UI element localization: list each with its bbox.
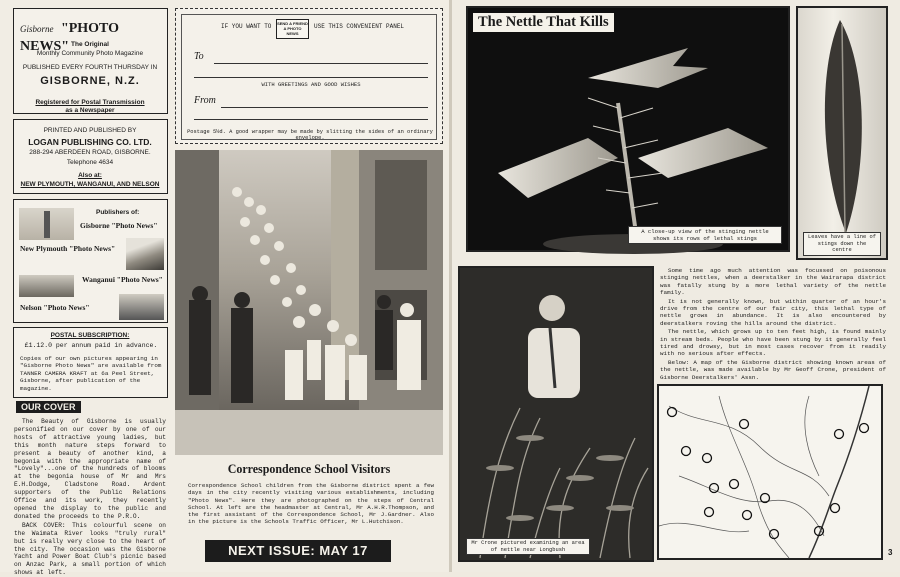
masthead-city: GISBORNE, N.Z. [40,75,140,87]
nettle-closeup-photo [466,6,790,252]
mountain-image [126,238,164,270]
nettle-closeup-illustration [468,8,788,250]
correspondence-headline: Correspondence School Visitors [227,461,391,476]
pub-item-wanganui: Wanganui "Photo News" [82,275,163,284]
nettle-p2: It is not generally known, but within quarter of an hour's drive from the centre of our fair city, this lethal type of nettle grows in abundance. It is also encountered by deerstalkers roving the hills around the district. [660,297,886,327]
subscription-heading: POSTAL SUBSCRIPTION: [50,332,130,339]
nettle-leaf-illustration [798,8,886,258]
nettle-p3: The nettle, which grows up to ten feet high, is found mainly in stream beds. People who have been stung by it generally feel tired and drowsy, but in most cases recover from it readily with no serious after effects. [660,328,886,358]
nettle-article-body [660,267,886,379]
page-number: 3 [888,548,893,557]
lighthouse-image [19,208,74,240]
publishers-box [13,199,168,323]
nettle-caption-3: Mr Crone pictured examining an area of nettle near Longbush [466,538,590,555]
masthead-line2: Monthly Community Photo Magazine [36,50,144,57]
our-cover-label: OUR COVER [16,401,81,413]
publishers-heading: Publishers of: [96,209,140,216]
masthead-registered-2: as a Newspaper [65,107,115,114]
printer-line1: PRINTED AND PUBLISHED BY [43,127,137,134]
printer-also: Also at: [78,172,102,179]
next-issue-banner: NEXT ISSUE: MAY 17 [205,540,391,562]
printer-box [13,119,168,194]
our-cover-p1: The Beauty of Gisborne is usually personified on our cover by one of our hosts of attractive young ladies, but this month nature steps forward to present a beauty of another kind, a begonia with the appropriate name of "Lovely"...one of the hundreds of blooms at the begonia house of Mr and Mrs E.H.Dodge, Cladstone Road. Ardent supporters of the Public Relations Office and its work, they recently opened the display to the public and donated the proceeds to the P.R.O. [14,418,166,520]
nettle-p4: Below: A map of the Gisborne district showing known areas of the nettle, was made available by Mr Geoff Crone, president of Gisborne Deerstalkers' Assn. [660,358,886,381]
pub-item-newplymouth: New Plymouth "Photo News" [20,244,116,253]
pub-item-nelson: Nelson "Photo News" [20,303,90,312]
map-illustration [659,386,881,558]
wrapper-postage: Postage 5½d. A good wrapper may be made by slitting the sides of an ordinary envelope. [187,129,433,141]
our-cover-p2: BACK COVER: This colourful scene on the Waimata River looks "truly rural" but is really very close to the heart of the city. The occasion was the Gisborne Yacht and Power Boat Club's picnic based on Anzac Park, a small portion of which shows at left. [14,521,166,577]
wrapper-if-want: IF YOU WANT TO [221,23,272,30]
nettle-leaf-photo [796,6,888,260]
masthead-registered-1: Registered for Postal Transmission [35,99,145,106]
masthead-published: PUBLISHED EVERY FOURTH THURSDAY IN [22,64,158,71]
beach-image [19,275,74,297]
masthead-title: "PHOTO NEWS" [20,21,120,54]
nettle-p1: Some time ago much attention was focussed on poisonous stinging nettles, when a deerstalker in the Wairarapa district was fatally stung by a more lethal variety of the nettle family. [660,267,886,297]
right-page [452,0,900,572]
subscription-text: Copies of our own pictures appearing in "Gisborne Photo News" are available from TANNER CAMERA KRAFT at 6a Peel Street, Gisborne, after publication of the magazine. [20,355,162,392]
wrapper-from: From [194,95,216,106]
correspondence-body: Correspondence School children from the Gisborne district spent a few days in the city recently visiting various establishments, including "Photo News". Here they are photographed on the steps of Central School. At left are the headmaster at Central, Mr A.H.R.Thompson, and the first assistant of the Correspondence School, Mr J.Gardner. Also in the picture is the Schools Traffic Officer, Mr L.Hutchison. [188,482,434,526]
subscription-box [13,327,168,398]
masthead-line1: The Original [71,41,109,48]
pub-item-gisborne: Gisborne "Photo News" [80,221,158,230]
our-cover-text [14,418,166,577]
masthead-box [13,8,168,114]
wrapper-use-panel: USE THIS CONVENIENT PANEL [314,23,405,30]
harbour-image [119,294,164,320]
gisborne-nettle-map [657,384,883,560]
printer-address: 288-294 ABERDEEN ROAD, GISBORNE. [29,149,151,156]
nettle-headline: The Nettle That Kills [473,13,614,32]
wrapper-stamp: SEND A FRIEND A PHOTO NEWS [276,19,309,39]
nettle-caption-1: A close-up view of the stinging nettle shows its rows of lethal stings [628,226,782,244]
wrapper-to: To [194,51,204,62]
mr-crone-photo [458,266,654,562]
nettle-caption-2: Leaves have a line of stings down the centre [803,232,881,256]
printer-branches: NEW PLYMOUTH, WANGANUI, AND NELSON [20,181,160,188]
wrapper-greetings: WITH GREETINGS AND GOOD WISHES [261,81,361,88]
printer-company: LOGAN PUBLISHING CO. LTD. [28,137,152,147]
left-page [0,0,449,577]
mr-crone-illustration [460,268,652,560]
school-photo-illustration [175,150,443,455]
masthead-brand: Gisborne [20,24,54,34]
subscription-price: £1.12.0 per annum paid in advance. [24,342,158,349]
wrapper-panel [175,8,443,144]
school-visitors-photo [175,150,443,455]
printer-telephone: Telephone 4634 [66,159,114,166]
